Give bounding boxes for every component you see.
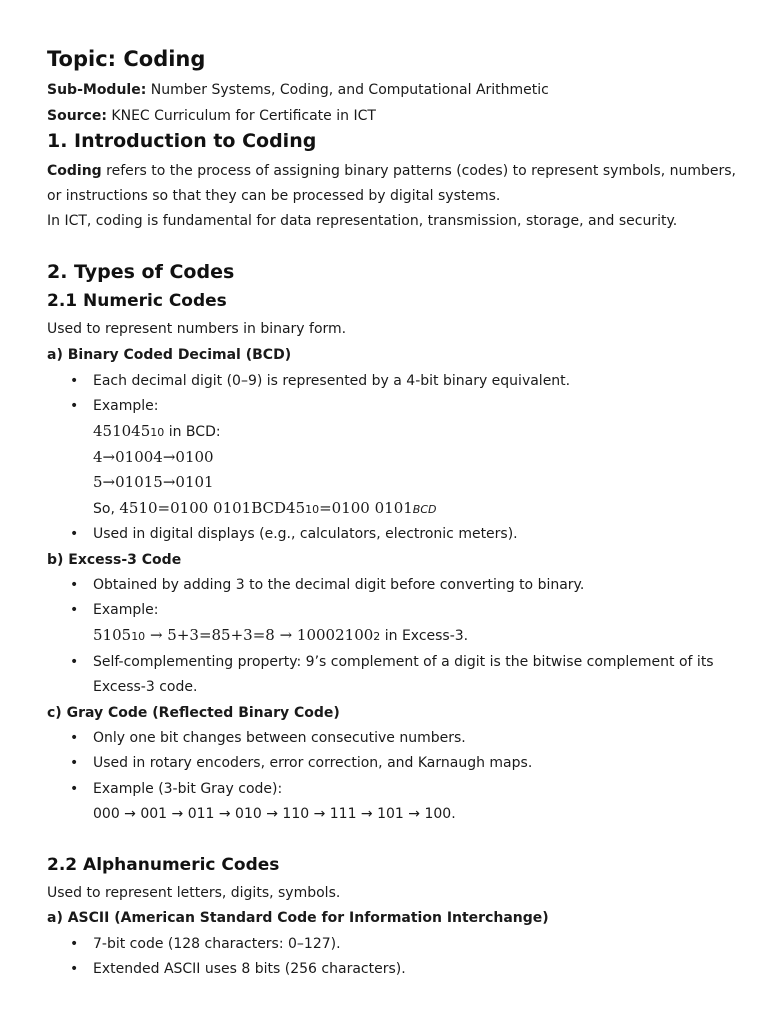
alphanumeric-intro: Used to represent letters, digits, symbols. [47,885,341,901]
bcd-example-line3: 5→01015→0101 [93,473,214,491]
excess3-ex-math2: → 5+3=85+3=8 → 10002100 [145,626,374,644]
bullet-dot: • [70,755,79,771]
gray-bullet-3: Example (3-bit Gray code): [93,781,283,797]
intro-line1-rest: refers to the process of assigning binary patterns (codes) to represent symbols, numbers, [101,163,737,179]
bcd-bullet-3: Used in digital displays (e.g., calculators, electronic meters). [93,526,518,542]
excess3-example-line [93,626,468,644]
excess3-heading: b) Excess-3 Code [47,552,182,568]
bullet-dot: • [70,373,79,389]
source-line [47,108,376,124]
numeric-codes-intro: Used to represent numbers in binary form. [47,321,347,337]
bcd-ex1-math: 451045 [93,422,151,440]
bcd-ex4-sub2: BCD [412,503,437,516]
bullet-dot: • [70,398,79,414]
bcd-heading: a) Binary Coded Decimal (BCD) [47,347,292,363]
excess3-ex-math1: 5105 [93,626,132,644]
bullet-dot: • [70,577,79,593]
source-value: KNEC Curriculum for Certificate in ICT [106,108,376,124]
numeric-codes-heading: 2.1 Numeric Codes [47,291,227,311]
bullet-dot: • [70,936,79,952]
page-title: Topic: Coding [47,47,206,71]
excess3-ex-rest: in Excess-3. [380,628,469,644]
intro-paragraph-line2: or instructions so that they can be processed by digital systems. [47,188,501,204]
section2-heading: 2. Types of Codes [47,261,235,283]
gray-sequence: 000 → 001 → 011 → 010 → 110 → 111 → 101 → 100. [93,806,456,822]
excess3-ex-sub2: 2 [373,630,381,643]
intro-paragraph-line1 [47,163,736,179]
bcd-example-line4 [93,499,437,517]
bullet-dot: • [70,961,79,977]
excess3-bullet-2: Example: [93,602,159,618]
excess3-bullet-1: Obtained by adding 3 to the decimal digit before converting to binary. [93,577,585,593]
bullet-dot: • [70,526,79,542]
ascii-bullet-1: 7-bit code (128 characters: 0–127). [93,936,341,952]
submodule-line [47,82,549,98]
excess3-bullet-3-line2: Excess-3 code. [93,679,198,695]
section1-heading: 1. Introduction to Coding [47,130,317,152]
coding-term: Coding [47,163,102,179]
bcd-example-line2: 4→01004→0100 [93,448,214,466]
bcd-ex4-math: 4510=0100 0101BCD45 [119,499,306,517]
bcd-ex4-math2: =0100 0101 [319,499,413,517]
bcd-bullet-2: Example: [93,398,159,414]
gray-bullet-2: Used in rotary encoders, error correction, and Karnaugh maps. [93,755,533,771]
bcd-ex1-rest: in BCD: [164,424,221,440]
alphanumeric-heading: 2.2 Alphanumeric Codes [47,855,280,875]
excess3-bullet-3-line1: Self-complementing property: 9’s complement of a digit is the bitwise complement of its [93,654,714,670]
excess3-ex-sub1: 10 [131,630,146,643]
bullet-dot: • [70,730,79,746]
bcd-bullet-1: Each decimal digit (0–9) is represented by a 4-bit binary equivalent. [93,373,571,389]
bcd-example-line1 [93,422,221,440]
ascii-bullet-2: Extended ASCII uses 8 bits (256 characters). [93,961,406,977]
source-label: Source: [47,108,107,124]
bullet-dot: • [70,781,79,797]
gray-bullet-1: Only one bit changes between consecutive numbers. [93,730,466,746]
bcd-ex4-prefix: So, [93,501,120,517]
bcd-ex4-sub: 10 [305,503,320,516]
bcd-ex1-sub: 10 [150,426,165,439]
submodule-label: Sub-Module: [47,82,147,98]
submodule-value: Number Systems, Coding, and Computational Arithmetic [146,82,549,98]
bullet-dot: • [70,602,79,618]
intro-paragraph-line3: In ICT, coding is fundamental for data representation, transmission, storage, and security. [47,213,678,229]
bullet-dot: • [70,654,79,670]
gray-heading: c) Gray Code (Reflected Binary Code) [47,705,340,721]
ascii-heading: a) ASCII (American Standard Code for Information Interchange) [47,910,549,926]
